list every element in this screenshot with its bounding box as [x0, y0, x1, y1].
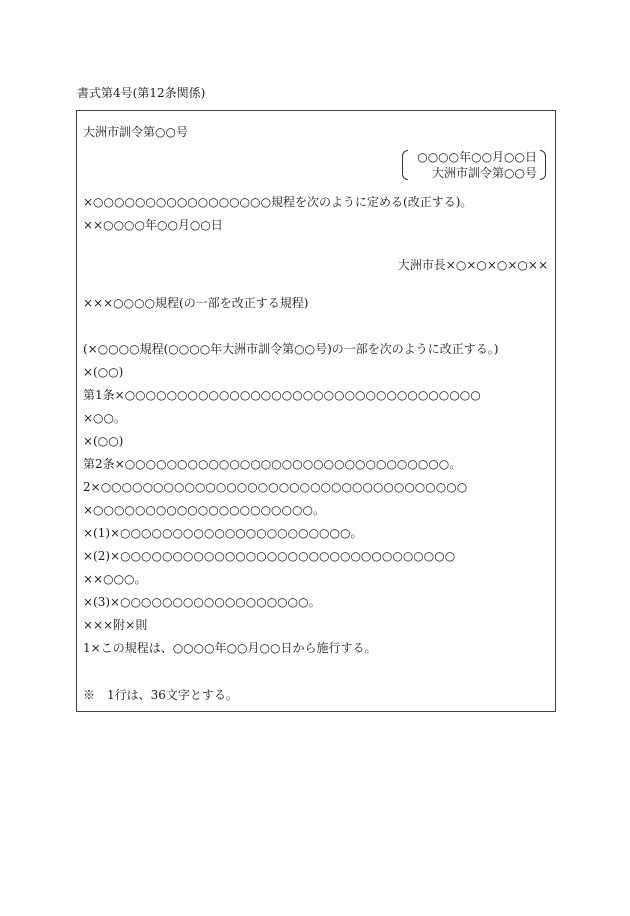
form-number-label: 書式第4号(第12条関係) — [77, 86, 206, 100]
paragraph2-line1: 2×○○○○○○○○○○○○○○○○○○○○○○○○○○○○○○○○○○○ — [83, 480, 468, 494]
enactment-statement: ×○○○○○○○○○○○○○○○○○規程を次のように定める(改正する)。 — [83, 195, 473, 209]
article1-line1: 第1条×○○○○○○○○○○○○○○○○○○○○○○○○○○○○○○○○○○ — [83, 388, 481, 402]
right-bracket-shape — [540, 150, 546, 180]
supplementary-heading: ×××附×則 — [83, 618, 148, 632]
article1-line2: ×○○。 — [83, 411, 126, 425]
instruction-number: 大洲市訓令第○○号 — [83, 125, 188, 139]
article2-caption: ×(○○) — [83, 434, 124, 448]
item2-line2: ××○○○。 — [83, 572, 147, 586]
item3: ×(3)×○○○○○○○○○○○○○○○○○○。 — [83, 595, 321, 609]
bracket-date: ○○○○年○○月○○日 — [417, 150, 537, 164]
amendment-intro: (×○○○○規程(○○○○年大洲市訓令第○○号)の一部を次のように改正する。) — [83, 342, 499, 356]
item2-line1: ×(2)×○○○○○○○○○○○○○○○○○○○○○○○○○○○○○○○○ — [83, 549, 456, 563]
paragraph2-line2: ×○○○○○○○○○○○○○○○○○○○○○。 — [83, 503, 325, 517]
date-line: ××○○○○年○○月○○日 — [83, 218, 223, 232]
item1: ×(1)×○○○○○○○○○○○○○○○○○○○○○○。 — [83, 526, 363, 540]
article1-caption: ×(○○) — [83, 365, 124, 379]
regulation-title: ×××○○○○規程(の一部を改正する規程) — [83, 296, 309, 310]
bracket-instruction-number: 大洲市訓令第○○号 — [432, 166, 537, 180]
signatory: 大洲市長×○×○×○×○×× — [397, 258, 548, 272]
left-bracket-shape — [402, 150, 408, 180]
article2: 第2条×○○○○○○○○○○○○○○○○○○○○○○○○○○○○○○○。 — [83, 457, 462, 471]
supplementary-provision: 1×この規程は、○○○○年○○月○○日から施行する。 — [83, 641, 377, 655]
date-number-bracket — [402, 148, 546, 182]
note: ※ 1行は、36文字とする。 — [83, 688, 238, 702]
